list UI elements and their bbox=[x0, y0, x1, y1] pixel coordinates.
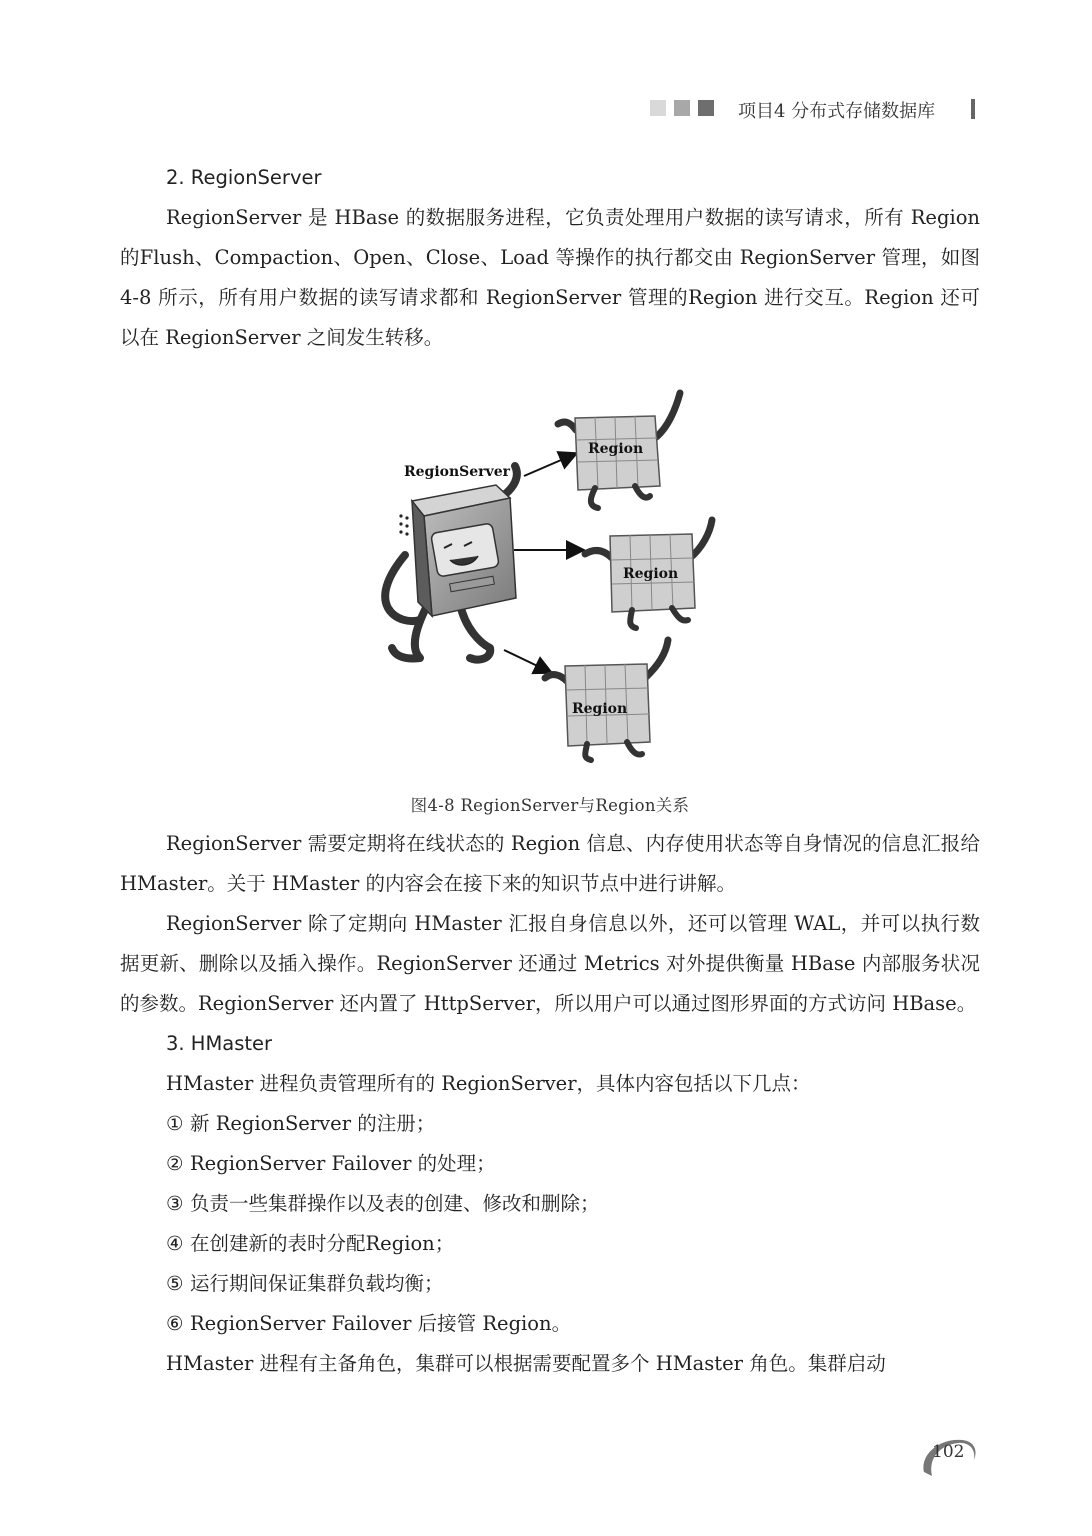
region-label-3: Region bbox=[572, 701, 628, 717]
list-item: ⑤ 运行期间保证集群负载均衡； bbox=[166, 1272, 444, 1295]
paragraph-hmaster-intro: HMaster 进程负责管理所有的 RegionServer，具体内容包括以下几点： bbox=[166, 1072, 811, 1095]
page-number-badge bbox=[918, 1432, 980, 1484]
region-label-2: Region bbox=[623, 566, 679, 582]
paragraph-regionserver-report: RegionServer 需要定期将在线状态的 Region 信息、内存使用状态等自身情况的信息汇报给 HMaster。关于 HMaster 的内容会在接下来的知识节点中进行讲解。 bbox=[120, 832, 980, 895]
arrow-to-region-1 bbox=[524, 454, 575, 476]
header-title: 项目4 分布式存储数据库 bbox=[738, 101, 936, 122]
paragraph-regionserver-functions: RegionServer 除了定期向 HMaster 汇报自身信息以外，还可以管理 WAL，并可以执行数据更新、删除以及插入操作。RegionServer 还通过 Metrics 对外提供衡量 HBase 内部服务状况的参数。RegionServer 还内置了 HttpServer，所以用户可以通过图形界面的方式访问 HBase。 bbox=[120, 912, 980, 1015]
header-bar bbox=[971, 99, 975, 119]
list-item: ① 新 RegionServer 的注册； bbox=[166, 1112, 436, 1135]
region-character-3 bbox=[545, 640, 668, 760]
section-heading-regionserver: 2. RegionServer bbox=[166, 166, 322, 189]
list-item: ② RegionServer Failover 的处理； bbox=[166, 1152, 496, 1175]
region-label-1: Region bbox=[588, 441, 644, 457]
list-item: ⑥ RegionServer Failover 后接管 Region。 bbox=[166, 1312, 572, 1335]
region-character-1 bbox=[558, 393, 680, 508]
figure-illustration bbox=[120, 358, 980, 788]
paragraph-hmaster-roles: HMaster 进程有主备角色，集群可以根据需要配置多个 HMaster 角色。集群启动 bbox=[166, 1352, 886, 1375]
header-square-dark bbox=[698, 100, 714, 116]
list-item: ③ 负责一些集群操作以及表的创建、修改和删除； bbox=[166, 1192, 600, 1215]
page-content bbox=[120, 158, 980, 1384]
region-character-2 bbox=[585, 520, 712, 628]
header-square-light bbox=[650, 100, 666, 116]
figure-caption: 图4-8 RegionServer与Region关系 bbox=[410, 796, 690, 815]
running-header bbox=[650, 97, 980, 127]
header-square-mid bbox=[674, 100, 690, 116]
section-heading-hmaster: 3. HMaster bbox=[166, 1032, 273, 1055]
figure-regionserver-region bbox=[120, 358, 980, 824]
arrow-to-region-3 bbox=[504, 650, 550, 672]
server-label: RegionServer bbox=[404, 464, 510, 480]
paragraph-regionserver-intro: RegionServer 是 HBase 的数据服务进程，它负责处理用户数据的读写请求，所有 Region 的Flush、Compaction、Open、Close、Load 等操作的执行都交由 RegionServer 管理，如图4-8 所示，所有用户数据的读写请求都和 RegionServer 管理的Region 进行交互。Region 还可以在 RegionServer 之间发生转移。 bbox=[120, 206, 980, 349]
list-item: ④ 在创建新的表时分配Region； bbox=[166, 1232, 455, 1255]
page-number: 102 bbox=[932, 1442, 965, 1462]
regionserver-character bbox=[385, 466, 517, 660]
